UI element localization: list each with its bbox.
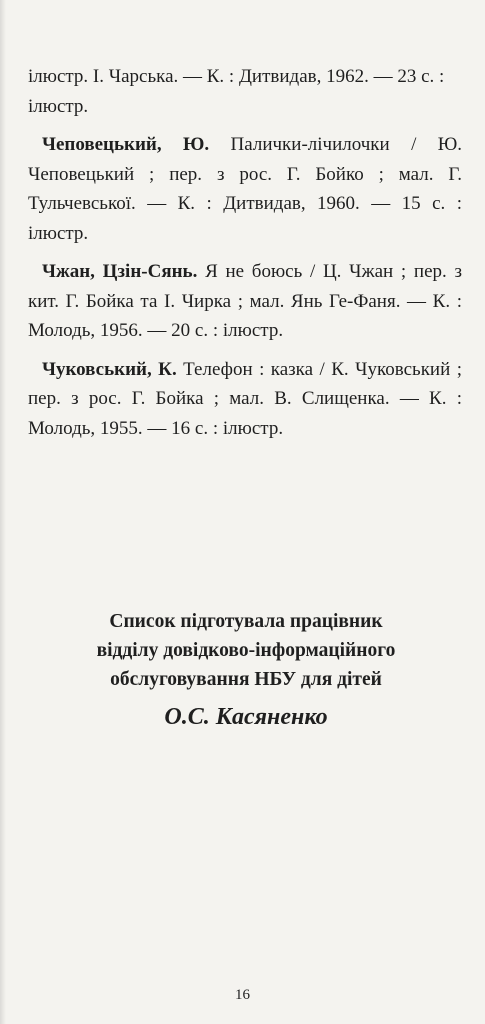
- page-number: 16: [235, 987, 250, 1003]
- entry-text: ілюстр. І. Чарська. — К. : Дитвидав, 1962. — 23 с. : ілюстр.: [28, 66, 445, 117]
- entry-text: Я не боюсь / Ц. Чжан ; пер. з кит. Г. Бойка та І. Чирка ; мал. Янь Ге-Фаня. — К. : Молодь, 1956. — 20 с. : ілюстр.: [28, 261, 462, 341]
- entry-author: Чжан, Цзін-Сянь.: [42, 261, 198, 282]
- bibliography-entry: [28, 62, 462, 121]
- bibliography-list: [28, 62, 462, 452]
- entry-text: Палички-лічилочки / Ю. Чеповецький ; пер. з рос. Г. Бойко ; мал. Г. Тульчевської. — К. : Дитвидав, 1960. — 15 с. : ілюстр.: [28, 134, 462, 244]
- credits-block: [34, 607, 458, 694]
- bibliography-entry: [28, 130, 462, 248]
- credits-line: обслуговування НБУ для дітей: [110, 669, 382, 690]
- compiler-name: О.С. Касяненко: [164, 704, 328, 730]
- bibliography-entry: [28, 257, 462, 346]
- entry-author: Чуковський, К.: [42, 358, 177, 380]
- credits-line: відділу довідково-інформаційного: [96, 640, 396, 661]
- credits-line: Список підготувала працівник: [109, 611, 383, 632]
- entry-author: Чеповецький, Ю.: [42, 134, 210, 155]
- page-edge-shadow: [0, 0, 6, 1024]
- entry-text: Телефон : казка / К. Чуковський ; пер. з рос. Г. Бойка ; мал. В. Слищенка. — К. : Молодь, 1955. — 16 с. : ілюстр.: [28, 358, 462, 439]
- bibliography-entry: [28, 355, 462, 444]
